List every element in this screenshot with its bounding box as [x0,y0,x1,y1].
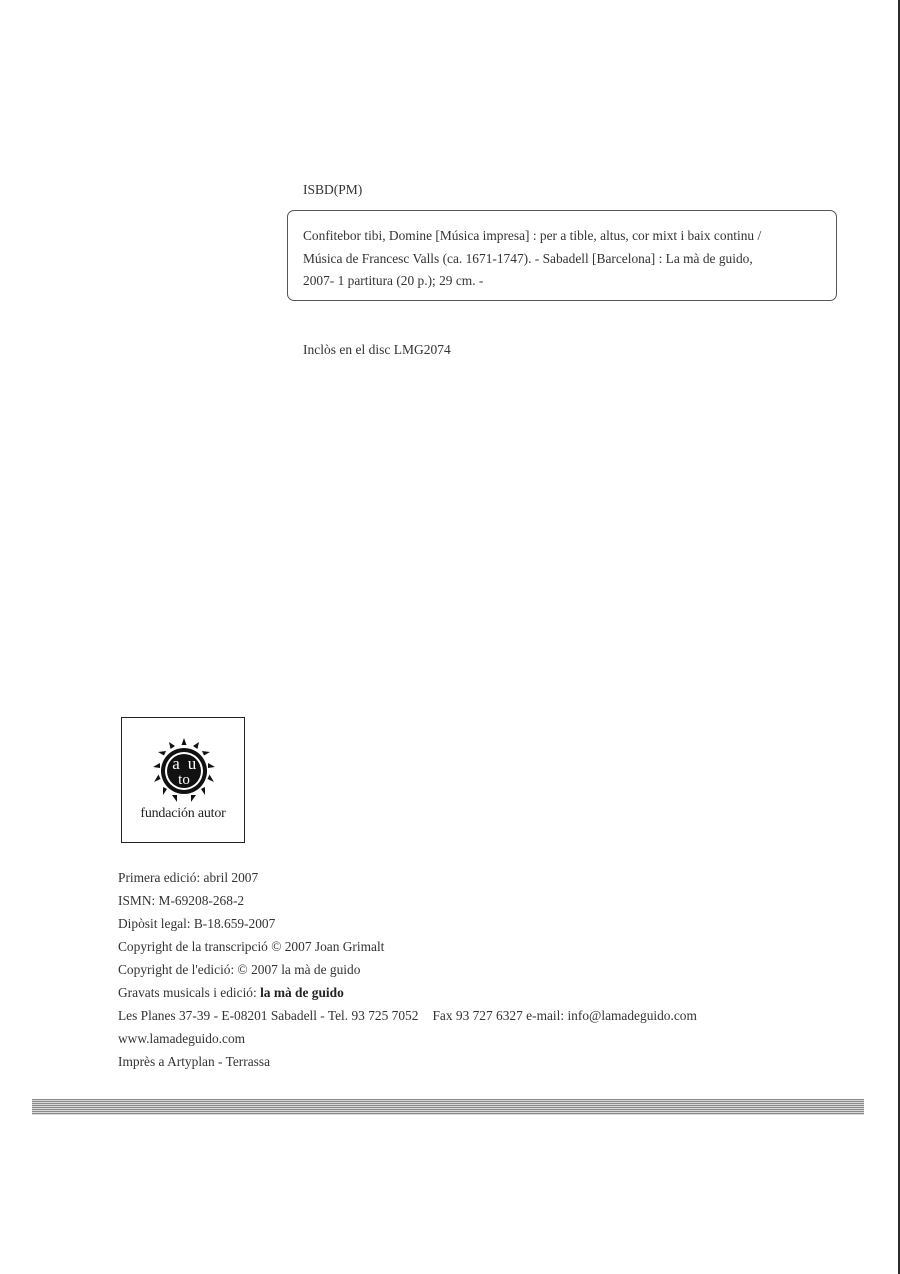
isbd-line: 2007- 1 partitura (20 p.); 29 cm. - [303,273,484,288]
copyright-transcription-line: Copyright de la transcripció © 2007 Joan Grimalt [118,939,385,954]
isbd-label: ISBD(PM) [303,182,363,197]
svg-text:u: u [187,754,197,773]
edition-line: Primera edició: abril 2007 [118,870,259,885]
footer-rule [32,1099,864,1115]
engraving-line [118,981,697,1004]
svg-text:a: a [172,754,180,773]
sun-monogram-icon [148,738,220,804]
fundacion-autor-logo [121,717,245,843]
isbd-line: Música de Francesc Valls (ca. 1671-1747). - Sabadell [Barcelona] : La mà de guido, [303,250,753,266]
isbd-line: Confitebor tibi, Domine [Música impresa] : per a tible, altus, cor mixt i baix continu / [303,228,762,243]
publisher-name: la mà de guido [260,985,344,1000]
address-text: Les Planes 37-39 - E-08201 Sabadell - Tel. 93 725 7052 [118,1008,419,1023]
isbd-record-box [287,210,837,301]
website-line: www.lamadeguido.com [118,1031,246,1046]
imprint-block [118,866,697,1073]
logo-caption: fundación autor [140,806,226,821]
engraving-prefix: Gravats musicals i edició: [118,985,261,1000]
copyright-edition-line: Copyright de l'edició: © 2007 la mà de guido [118,962,361,977]
svg-text:to: to [178,772,190,788]
printer-line: Imprès a Artyplan - Terrassa [118,1054,271,1069]
disc-note: Inclòs en el disc LMG2074 [303,342,451,357]
address-line [118,1004,697,1027]
legal-deposit-line: Dipòsit legal: B-18.659-2007 [118,916,276,931]
fax-email-text: Fax 93 727 6327 e-mail: info@lamadeguido.com [432,1008,697,1023]
ismn-line: ISMN: M-69208-268-2 [118,893,245,908]
